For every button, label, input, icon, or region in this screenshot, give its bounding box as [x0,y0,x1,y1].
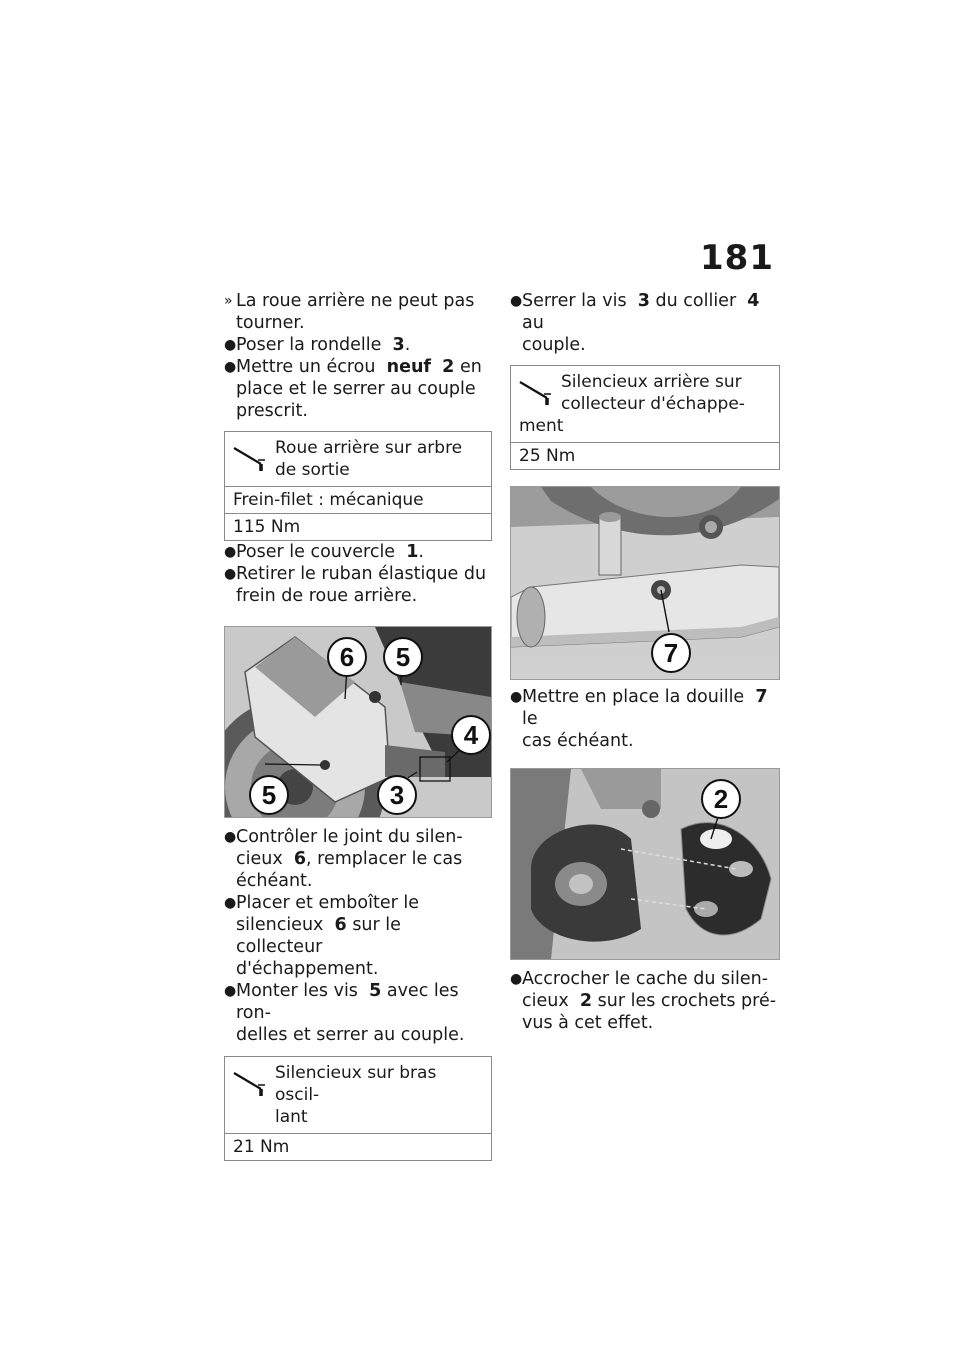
bullet-icon: ● [224,895,237,911]
step-check-seal: ● Contrôler le joint du silen- cieux 6, remplacer le cas échéant. [224,827,463,891]
step-install-cover: ● Poser le couvercle 1. [224,542,424,562]
step-remove-strap: ● Retirer le ruban élastique du frein de roue arrière. [224,564,487,606]
step-tighten-clamp: ● Serrer la vis 3 du collier 4 au couple. [510,291,760,355]
bullet-icon: ● [510,689,523,705]
figure-silencer-cover [510,768,780,960]
callout-5: 5 [383,637,423,677]
callout-6: 6 [327,637,367,677]
bullet-icon: ● [224,829,237,845]
step-mount-screws: ● Monter les vis 5 avec les ron- delles et serrer au couple. [224,981,465,1045]
callout-4: 4 [451,715,491,755]
bullet-icon: ● [224,544,237,560]
torque-spec-swingarm: Silencieux sur bras oscil- lant 21 Nm [224,1056,492,1161]
torque-value: 115 Nm [225,513,491,540]
bullet-icon: ● [510,971,523,987]
torque-spec-rear-wheel: Roue arrière sur arbre de sortie Frein-filet : mécanique 115 Nm [224,431,492,541]
bullet-icon: ● [510,293,523,309]
torque-note: Frein-filet : mécanique [225,486,491,513]
torque-value: 21 Nm [225,1133,491,1160]
bullet-icon: ● [224,983,237,999]
torque-wrench-icon [231,440,273,474]
torque-value: 25 Nm [511,442,779,469]
callout-3: 3 [377,775,417,815]
page-number: 181 [700,238,774,278]
torque-wrench-icon [517,374,559,408]
step-fit-bushing: ● Mettre en place la douille 7 le cas échéant. [510,687,768,751]
result-note: » La roue arrière ne peut pas tourner. [224,291,475,333]
right-column [510,290,780,1034]
torque-spec-manifold: Silencieux arrière sur collecteur d'échappe- ment 25 Nm [510,365,780,470]
bullet-icon: ● [224,359,237,375]
figure-manifold-bushing [510,486,780,680]
result-arrow-icon: » [224,293,233,309]
callout-7: 7 [651,633,691,673]
step-install-nut: ● Mettre un écrou neuf 2 en place et le serrer au couple prescrit. [224,357,482,421]
left-column [224,290,492,1161]
bullet-icon: ● [224,566,237,582]
callout-5: 5 [249,775,289,815]
figure-silencer-swingarm [224,626,492,818]
callout-2: 2 [701,779,741,819]
step-hook-cover: ● Accrocher le cache du silen- cieux 2 sur les crochets pré- vus à cet effet. [510,969,777,1033]
bullet-icon: ● [224,337,237,353]
step-fit-silencer: ● Placer et emboîter le silencieux 6 sur le collecteur d'échappement. [224,893,419,979]
step-install-washer: ● Poser la rondelle 3. [224,335,411,355]
torque-wrench-icon [231,1065,273,1099]
